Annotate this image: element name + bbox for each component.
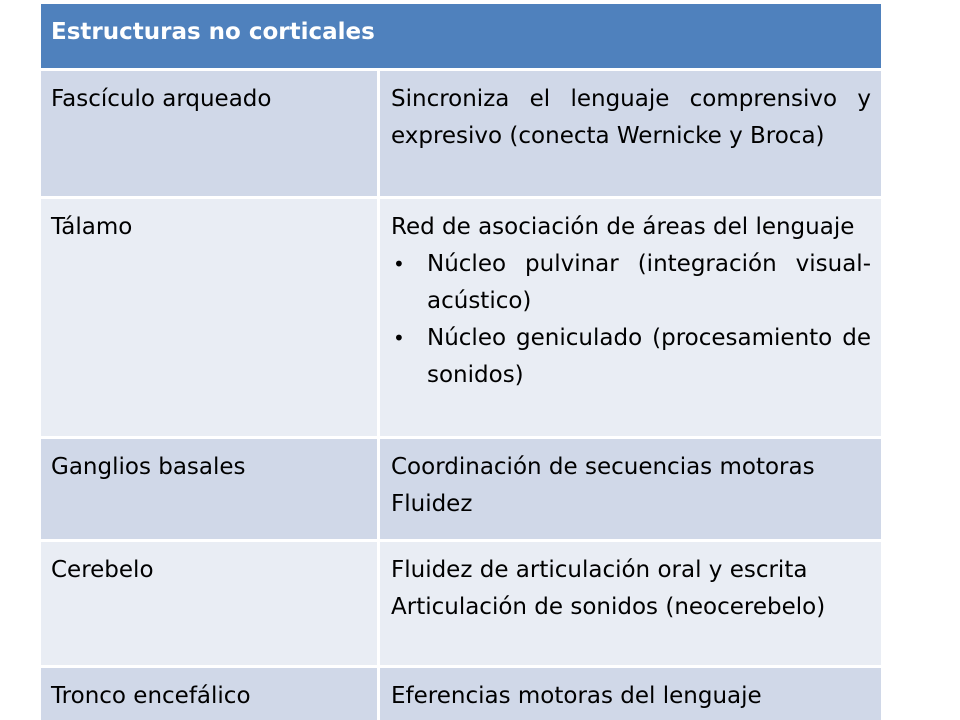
table-row	[41, 436, 881, 542]
structure-name: Cerebelo	[41, 542, 380, 668]
bullet-icon: •	[393, 326, 405, 350]
structure-description-cell	[380, 439, 881, 542]
structure-description-line: Articulación de sonidos (neocerebelo)	[391, 594, 826, 620]
structure-description-line: Fluidez	[391, 491, 473, 517]
structure-name: Tronco encefálico	[41, 668, 380, 720]
structure-description-cell	[380, 199, 881, 439]
table-row	[41, 68, 881, 199]
structure-description: Sincroniza el lenguaje comprensivo y expresivo (conecta Wernicke y Broca)	[391, 86, 871, 149]
table-row	[41, 665, 881, 720]
bullet-icon: •	[393, 252, 405, 276]
list-item-text: Núcleo pulvinar (integración visual-acústico)	[427, 251, 871, 314]
structure-description-line: Coordinación de secuencias motoras	[391, 454, 815, 480]
structure-description-line: Fluidez de articulación oral y escrita	[391, 557, 808, 583]
table-header-title: Estructuras no corticales	[51, 19, 375, 45]
list-item	[391, 246, 871, 320]
structure-name: Fascículo arqueado	[41, 71, 380, 199]
structure-name: Ganglios basales	[41, 439, 380, 542]
table-row	[41, 196, 881, 439]
structure-name: Tálamo	[41, 199, 380, 439]
structure-description: Red de asociación de áreas del lenguaje	[391, 214, 855, 240]
table-header	[41, 4, 881, 68]
table-row	[41, 539, 881, 668]
list-item-text: Núcleo geniculado (procesamiento de sonidos)	[427, 325, 871, 388]
structure-description-line: Eferencias motoras del lenguaje	[391, 683, 762, 709]
structure-description-cell	[380, 668, 881, 720]
structure-description-cell	[380, 542, 881, 668]
list-item	[391, 320, 871, 394]
